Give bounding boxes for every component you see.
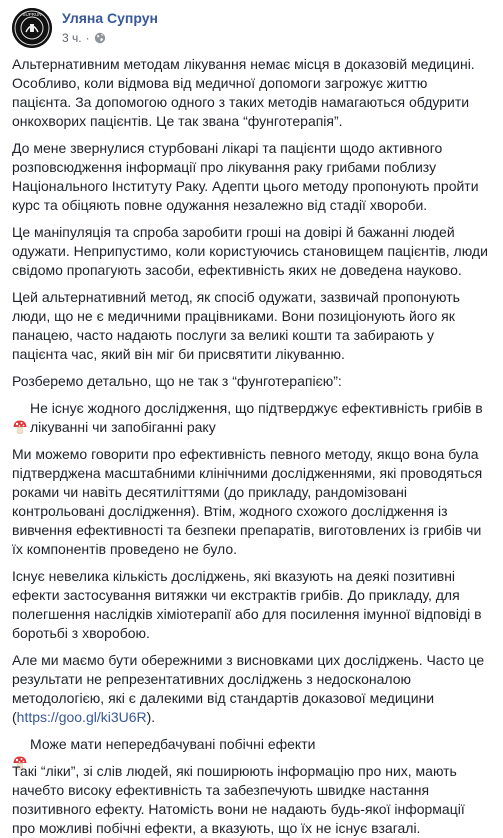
post-subline [62, 30, 158, 46]
post-paragraph-6: Ми можемо говорити про ефективність певного методу, якщо вона була підтверджена масштабними клінічними дослідженнями, які проводяться роками чи навіть десятиліттями (до прикладу, рандомізовані контрольовані дослідження). Втім, жодного схожого дослідження із вивчення ефективності та безпеки препаратів, виготовлених із грибів чи їх компонентів проведено не було. [12, 446, 483, 557]
separator-dot: · [85, 31, 90, 45]
post-paragraph-5: Розберемо детально, що не так з “фунготерапією”: [12, 373, 342, 389]
author-name[interactable]: Уляна Супрун [62, 10, 158, 26]
post-content [12, 55, 493, 838]
heading-text: Може мати непередбачувані побічні ефекти [30, 736, 316, 752]
post-paragraph-4: Цей альтернативний метод, як спосіб одужати, зазвичай пропонують люди, що не є медичними працівниками. Вони позиціонують його як панацею, часто надають послуги за великі кошти та забирають у пацієнта час, який він міг би присвятити лікуванню. [12, 289, 460, 362]
globe-icon[interactable] [94, 32, 106, 44]
post-meta [62, 8, 158, 46]
post-paragraph-3: Це маніпуляція та спроба заробити гроші на довірі й бажанні людей одужати. Неприпустимо, коли користуючись становищем пацієнтів, люди свідомо пропагують засоби, ефективність яких не доведена науково. [12, 224, 488, 278]
post-paragraph-9: Такі “ліки”, зі слів людей, які поширюють інформацію про них, мають начебто високу ефективність та забезпечують швидке настання позитивного ефекту. Натомість вони не надають будь-якої інформації про можливі побічні ефекти, а вказують, що їх не існує взагалі. [12, 763, 465, 836]
mushroom-icon [12, 400, 28, 416]
avatar-image [12, 8, 52, 48]
heading-no-evidence [12, 399, 493, 437]
mushroom-icon [12, 736, 28, 752]
paragraph-text-end: ). [146, 709, 156, 725]
post-time[interactable]: 3 ч. [62, 31, 82, 45]
avatar-text: SUPRUN [22, 12, 42, 17]
post-paragraph-2: До мене звернулися стурбовані лікарі та пацієнти щодо активного розповсюдження інформації про лікування раку грибами поблизу Національного Інституту Раку. Адепти цього методу пропонують пройти курс та обіцяють повне одужання незалежно від стадії хвороби. [12, 140, 479, 213]
heading-side-effects [12, 735, 493, 754]
heading-text: Не існує жодного дослідження, що підтверджує ефективність грибів в лікуванні чи запобіганні раку [30, 400, 483, 435]
paragraph-text: Але ми маємо бути обережними з висновками цих досліджень. Часто це результати не репрезентативних досліджень з недосконалою методологією, які є далекими від стандартів доказової медицини ( [12, 652, 485, 725]
source-link[interactable]: https://goo.gl/ki3U6R [16, 709, 147, 725]
avatar[interactable] [12, 8, 52, 48]
post-paragraph-8 [12, 651, 493, 727]
post-paragraph-7: Існує невелика кількість досліджень, які вказують на деякі позитивні ефекти застосування витяжки чи екстрактів грибів. До прикладу, для полегшення наслідків хіміотерапії або для посилення імунної відповіді в боротьбі з хворобою. [12, 568, 482, 641]
post-header [12, 8, 493, 52]
post-paragraph-1: Альтернативним методам лікування немає місця в доказовій медицині. Особливо, коли відмова від медичної допомоги загрожує життю пацієнта. За допомогою одного з таких методів намагаються обдурити онкохворих пацієнтів. Це так звана “фунготерапія”. [12, 56, 475, 129]
